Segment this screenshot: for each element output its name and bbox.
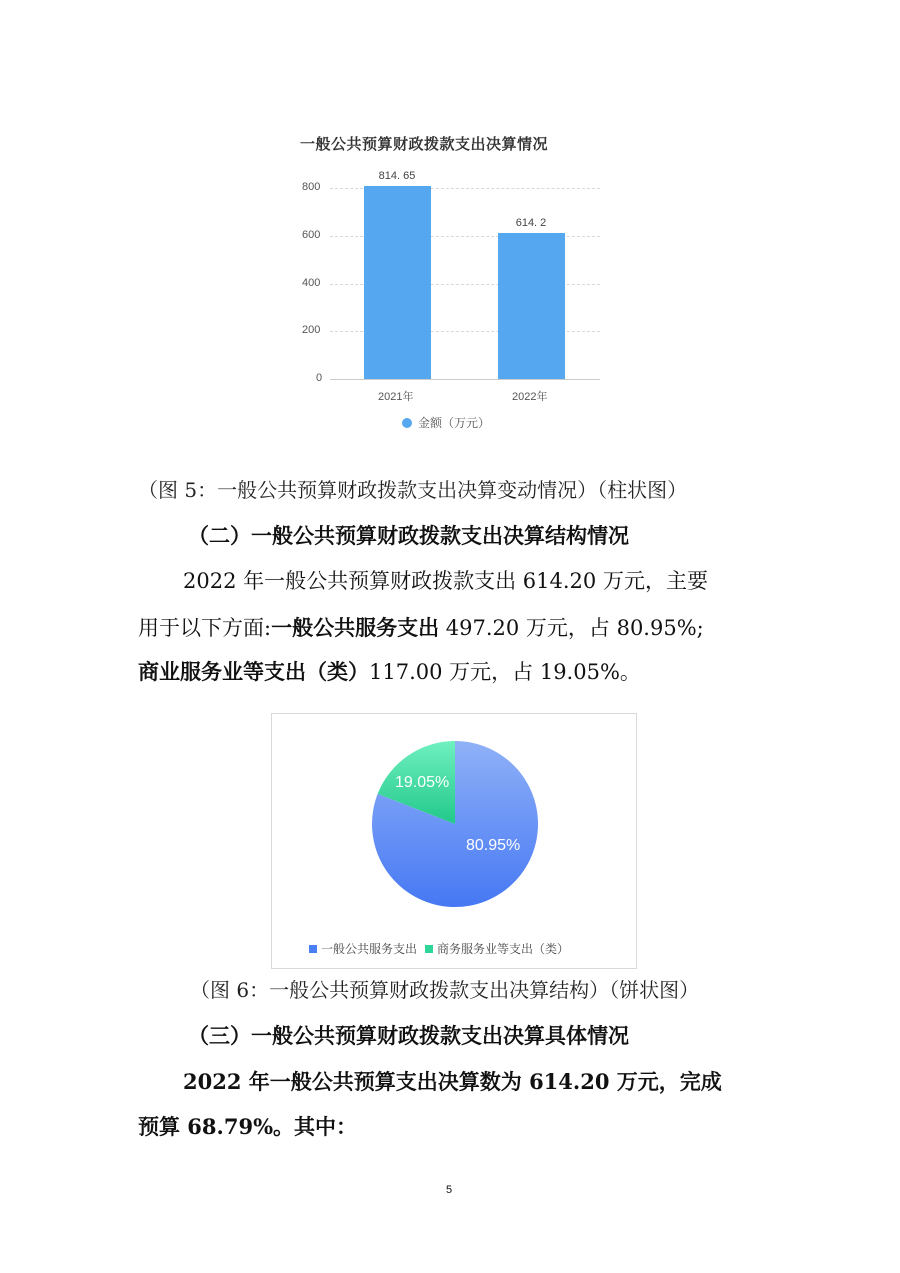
pie-chart xyxy=(371,740,539,908)
bar-2022 xyxy=(498,233,565,379)
bar-legend xyxy=(402,414,490,431)
bar-value-label: 814. 65 xyxy=(378,170,416,182)
legend-dot-icon xyxy=(402,418,412,428)
figure-caption: （图 6：一般公共预算财政拨款支出决算结构）（饼状图） xyxy=(190,978,700,1002)
legend-label: 金额（万元） xyxy=(418,416,491,430)
x-tick: 2022年 xyxy=(512,391,548,403)
bar-chart-title: 一般公共预算财政拨款支出决算情况 xyxy=(300,135,549,153)
text: 497.20 万元，占 80.95%; xyxy=(439,616,704,640)
bar-value-label: 614. 2 xyxy=(515,217,547,229)
figure-caption: （图 5：一般公共预算财政拨款支出决算变动情况）（柱状图） xyxy=(138,478,688,502)
page-number: 5 xyxy=(446,1184,453,1196)
y-tick: 800 xyxy=(302,181,321,193)
text: 用于以下方面: xyxy=(138,616,272,640)
bold-text: 一般公共服务支出 xyxy=(271,615,440,640)
paragraph-line xyxy=(138,661,641,683)
legend-square-icon xyxy=(309,945,317,953)
y-tick: 200 xyxy=(302,324,321,336)
y-tick: 600 xyxy=(302,229,321,241)
paragraph-line: 2022 年一般公共预算财政拨款支出 614.20 万元，主要 xyxy=(183,569,708,593)
section-heading: （三）一般公共预算财政拨款支出决算具体情况 xyxy=(188,1023,629,1048)
y-tick: 400 xyxy=(302,277,321,289)
legend-square-icon xyxy=(425,945,433,953)
y-tick: 0 xyxy=(316,372,323,384)
section-heading: （二）一般公共预算财政拨款支出决算结构情况 xyxy=(188,523,629,548)
bold-text: 商业服务业等支出（类） xyxy=(138,659,369,684)
paragraph-line xyxy=(138,617,704,639)
legend-label: 一般公共服务支出 xyxy=(321,942,418,956)
bar-2021 xyxy=(364,186,431,379)
paragraph-line: 预算 68.79%。其中： xyxy=(138,1114,358,1139)
pie-label-large: 80.95% xyxy=(466,837,521,854)
text: 117.00 万元，占 19.05%。 xyxy=(369,660,641,684)
legend-label: 商务服务业等支出（类） xyxy=(437,942,570,956)
pie-label-small: 19.05% xyxy=(395,774,450,791)
pie-legend xyxy=(309,940,569,957)
x-axis xyxy=(330,379,600,380)
x-tick: 2021年 xyxy=(378,391,414,403)
paragraph-line: 2022 年一般公共预算支出决算数为 614.20 万元，完成 xyxy=(183,1069,722,1094)
